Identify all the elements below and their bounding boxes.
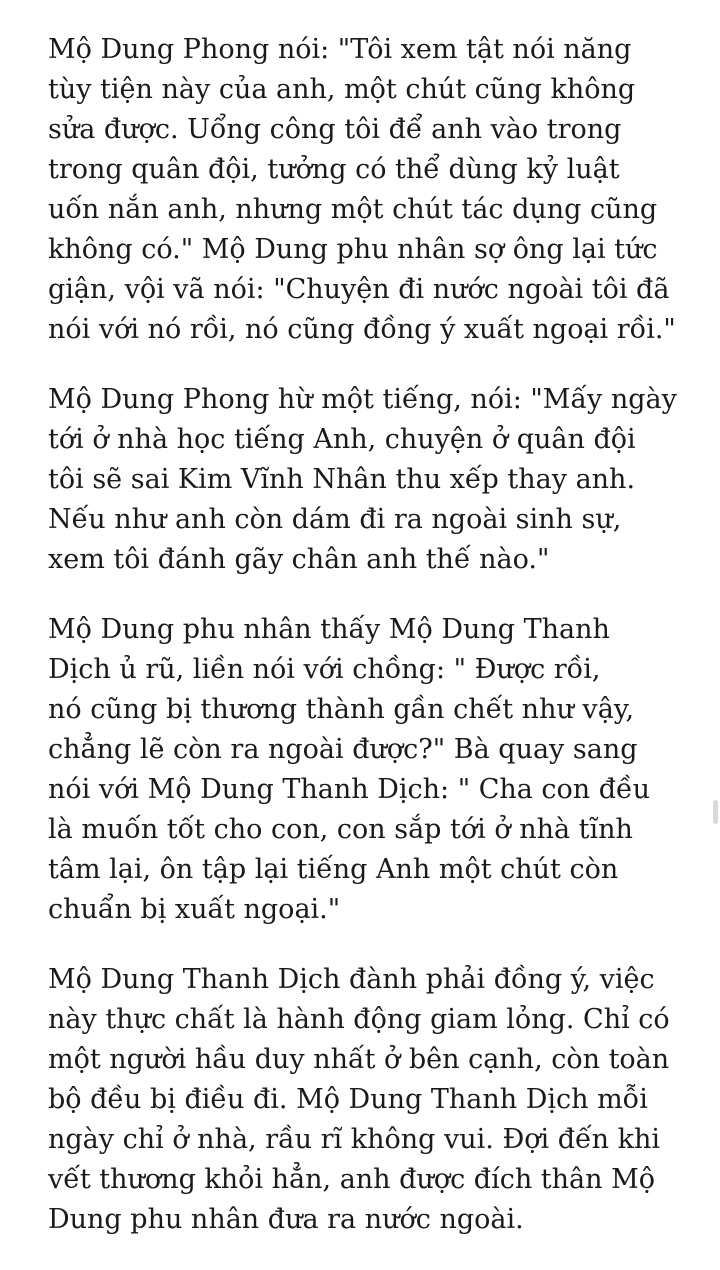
text-line: Mộ Dung phu nhân thấy Mộ Dung Thanh — [48, 614, 610, 645]
text-line: không có." Mộ Dung phu nhân sợ ông lại tức — [48, 234, 658, 265]
text-line: bộ đều bị điều đi. Mộ Dung Thanh Dịch mỗi — [48, 1084, 648, 1115]
text-line: Mộ Dung Phong hừ một tiếng, nói: "Mấy ngày — [48, 384, 677, 415]
text-line: này thực chất là hành động giam lỏng. Chỉ có — [48, 1004, 670, 1035]
text-line: vết thương khỏi hẳn, anh được đích thân Mộ — [48, 1164, 656, 1195]
text-line: tôi sẽ sai Kim Vĩnh Nhân thu xếp thay anh. — [48, 464, 636, 495]
scroll-indicator[interactable] — [713, 800, 718, 824]
text-line: tới ở nhà học tiếng Anh, chuyện ở quân đội — [48, 424, 636, 455]
text-line: nói với nó rồi, nó cũng đồng ý xuất ngoại rồi." — [48, 314, 676, 345]
text-line: ngày chỉ ở nhà, rầu rĩ không vui. Đợi đến khi — [48, 1124, 660, 1155]
reader-content — [48, 30, 688, 1270]
text-line: chuẩn bị xuất ngoại." — [48, 894, 341, 925]
text-line: Dung phu nhân đưa ra nước ngoài. — [48, 1204, 524, 1235]
text-line: một người hầu duy nhất ở bên cạnh, còn toàn — [48, 1044, 670, 1075]
text-line: giận, vội vã nói: "Chuyện đi nước ngoài tôi đã — [48, 274, 670, 305]
text-line: Dịch ủ rũ, liền nói với chồng: " Được rồi, — [48, 654, 601, 685]
paragraph-4 — [48, 960, 688, 1240]
text-line: uốn nắn anh, nhưng một chút tác dụng cũng — [48, 194, 658, 225]
text-line: xem tôi đánh gãy chân anh thế nào." — [48, 544, 550, 575]
text-line: Mộ Dung Phong nói: "Tôi xem tật nói năng — [48, 34, 632, 65]
text-line: là muốn tốt cho con, con sắp tới ở nhà tĩnh — [48, 814, 633, 845]
text-line: Mộ Dung Thanh Dịch đành phải đồng ý, việc — [48, 964, 655, 995]
text-line: nói với Mộ Dung Thanh Dịch: " Cha con đều — [48, 774, 651, 805]
text-line: Nếu như anh còn dám đi ra ngoài sinh sự, — [48, 504, 622, 535]
text-line: tâm lại, ôn tập lại tiếng Anh một chút còn — [48, 854, 619, 885]
text-line: tùy tiện này của anh, một chút cũng không — [48, 74, 636, 105]
paragraph-2 — [48, 380, 688, 580]
paragraph-1 — [48, 30, 688, 350]
text-line: trong quân đội, tưởng có thể dùng kỷ luật — [48, 154, 620, 185]
text-line: chẳng lẽ còn ra ngoài được?" Bà quay sang — [48, 734, 638, 765]
text-line: sửa được. Uổng công tôi để anh vào trong — [48, 114, 622, 145]
paragraph-3 — [48, 610, 688, 930]
text-line: nó cũng bị thương thành gần chết như vậy, — [48, 694, 635, 725]
